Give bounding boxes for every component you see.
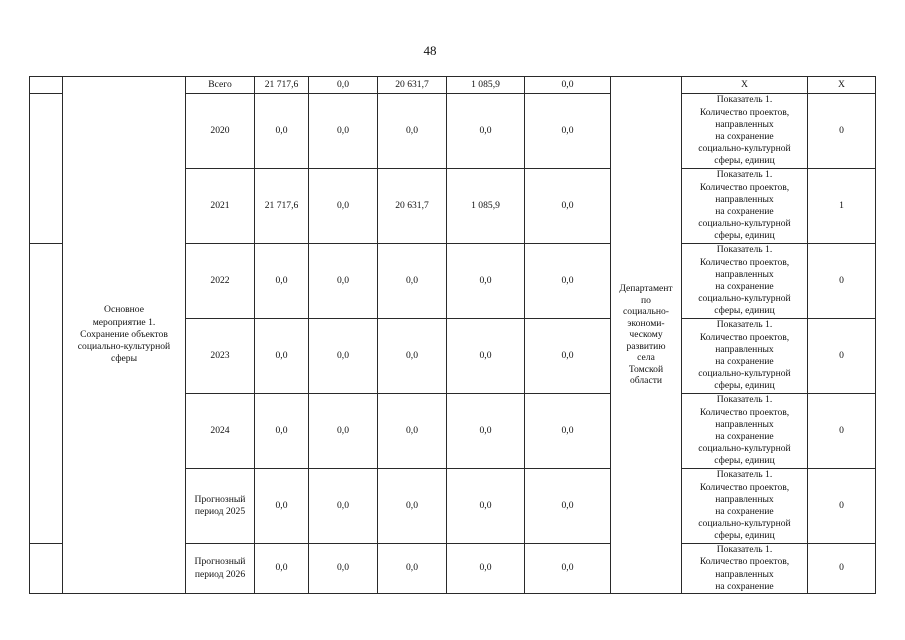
number-cell — [30, 94, 63, 244]
regional-cell: 20 631,7 — [378, 77, 447, 94]
summary-row — [30, 77, 876, 94]
period-cell: 2024 — [186, 394, 255, 469]
other-cell: 0,0 — [525, 544, 611, 594]
other-cell: 0,0 — [525, 469, 611, 544]
indicator-cell: Показатель 1. Количество проектов, направленных на сохранение социально-культурной сферы, единиц — [682, 394, 808, 469]
period-cell: 2022 — [186, 244, 255, 319]
number-cell — [30, 544, 63, 594]
local-cell: 0,0 — [447, 319, 525, 394]
indicator-cell: Показатель 1. Количество проектов, направленных на сохранение социально-культурной сферы, единиц — [682, 319, 808, 394]
total-cell: 21 717,6 — [255, 77, 309, 94]
local-cell: 1 085,9 — [447, 169, 525, 244]
federal-cell: 0,0 — [309, 77, 378, 94]
federal-cell: 0,0 — [309, 544, 378, 594]
period-cell: Прогнозный период 2026 — [186, 544, 255, 594]
federal-cell: 0,0 — [309, 169, 378, 244]
local-cell: 0,0 — [447, 394, 525, 469]
local-cell: 0,0 — [447, 469, 525, 544]
number-cell — [30, 244, 63, 544]
regional-cell: 0,0 — [378, 469, 447, 544]
indicator-value-cell: Х — [808, 77, 876, 94]
total-cell: 0,0 — [255, 244, 309, 319]
regional-cell: 20 631,7 — [378, 169, 447, 244]
regional-cell: 0,0 — [378, 544, 447, 594]
federal-cell: 0,0 — [309, 319, 378, 394]
page-number: 48 — [423, 43, 437, 58]
other-cell: 0,0 — [525, 77, 611, 94]
federal-cell: 0,0 — [309, 394, 378, 469]
indicator-cell: Х — [682, 77, 808, 94]
indicator-cell: Показатель 1. Количество проектов, направленных на сохранение социально-культурной сферы, единиц — [682, 469, 808, 544]
event-name-cell: Основное мероприятие 1. Сохранение объектов социально-культурной сферы — [63, 77, 186, 594]
federal-cell: 0,0 — [309, 244, 378, 319]
period-cell: Всего — [186, 77, 255, 94]
indicator-value-cell: 0 — [808, 394, 876, 469]
regional-cell: 0,0 — [378, 394, 447, 469]
number-cell — [30, 77, 63, 94]
indicator-value-cell: 1 — [808, 169, 876, 244]
other-cell: 0,0 — [525, 169, 611, 244]
federal-cell: 0,0 — [309, 469, 378, 544]
local-cell: 0,0 — [447, 244, 525, 319]
total-cell: 0,0 — [255, 319, 309, 394]
local-cell: 0,0 — [447, 544, 525, 594]
total-cell: 0,0 — [255, 469, 309, 544]
total-cell: 21 717,6 — [255, 169, 309, 244]
other-cell: 0,0 — [525, 319, 611, 394]
indicator-cell: Показатель 1. Количество проектов, направленных на сохранение социально-культурной сферы, единиц — [682, 169, 808, 244]
federal-cell: 0,0 — [309, 94, 378, 169]
department-cell: Департамент по социально- экономи- ческому развитию села Томской области — [611, 77, 682, 594]
period-cell: 2023 — [186, 319, 255, 394]
indicator-value-cell: 0 — [808, 94, 876, 169]
total-cell: 0,0 — [255, 544, 309, 594]
indicator-value-cell: 0 — [808, 319, 876, 394]
indicator-cell: Показатель 1. Количество проектов, направленных на сохранение — [682, 544, 808, 594]
period-cell: 2020 — [186, 94, 255, 169]
indicator-cell: Показатель 1. Количество проектов, направленных на сохранение социально-культурной сферы, единиц — [682, 94, 808, 169]
regional-cell: 0,0 — [378, 94, 447, 169]
total-cell: 0,0 — [255, 394, 309, 469]
indicator-value-cell: 0 — [808, 469, 876, 544]
period-cell: 2021 — [186, 169, 255, 244]
indicator-value-cell: 0 — [808, 544, 876, 594]
total-cell: 0,0 — [255, 94, 309, 169]
activity-table — [29, 76, 876, 594]
indicator-cell: Показатель 1. Количество проектов, направленных на сохранение социально-культурной сферы, единиц — [682, 244, 808, 319]
period-cell: Прогнозный период 2025 — [186, 469, 255, 544]
local-cell: 1 085,9 — [447, 77, 525, 94]
local-cell: 0,0 — [447, 94, 525, 169]
other-cell: 0,0 — [525, 94, 611, 169]
regional-cell: 0,0 — [378, 319, 447, 394]
regional-cell: 0,0 — [378, 244, 447, 319]
other-cell: 0,0 — [525, 394, 611, 469]
other-cell: 0,0 — [525, 244, 611, 319]
indicator-value-cell: 0 — [808, 244, 876, 319]
